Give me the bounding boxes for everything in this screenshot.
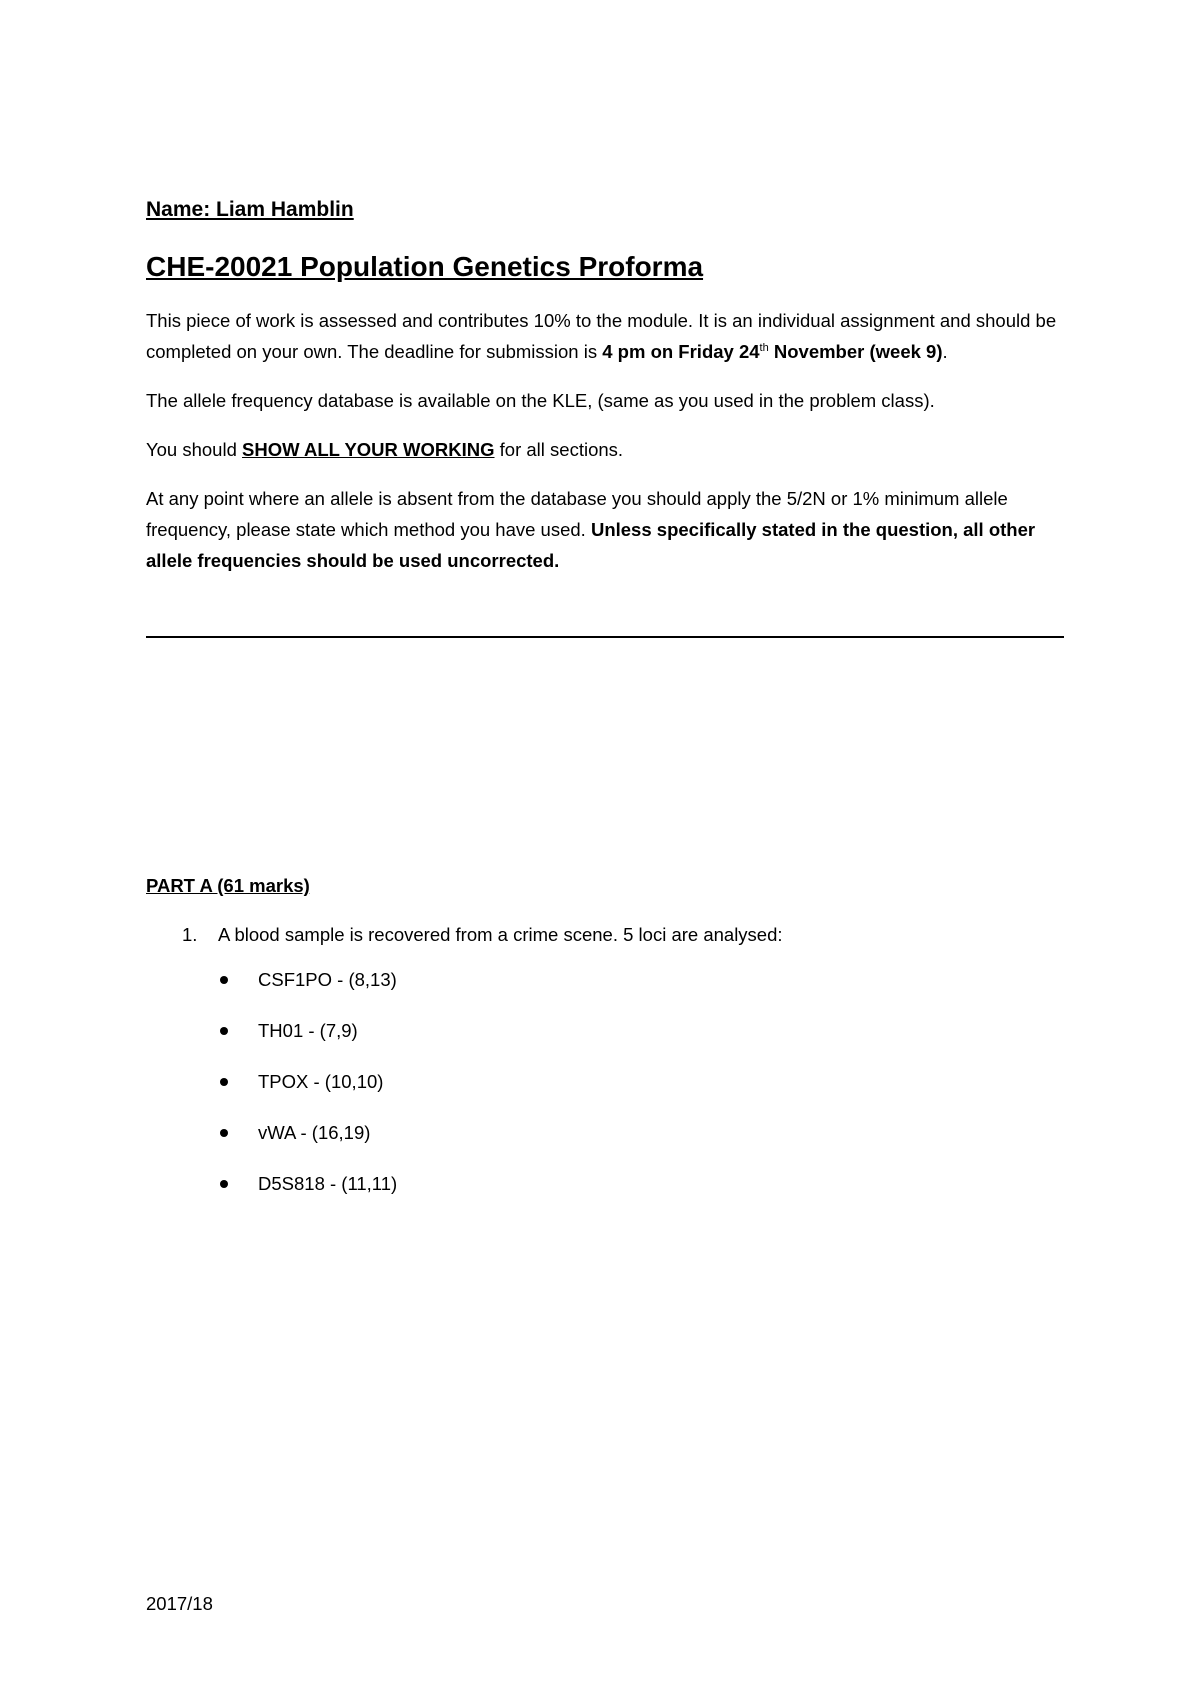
deadline-time: 4 pm on Friday 24 — [602, 341, 760, 362]
list-item — [146, 1066, 1064, 1097]
bullet-icon — [220, 1129, 228, 1137]
part-a-heading: PART A (61 marks) — [146, 875, 310, 896]
question-text: A blood sample is recovered from a crime scene. 5 loci are analysed: — [218, 924, 783, 945]
deadline-ordinal: th — [759, 341, 769, 354]
bullet-icon — [220, 1078, 228, 1086]
bullet-icon — [220, 976, 228, 984]
student-name: Name: Liam Hamblin — [146, 198, 354, 221]
intro-paragraph-database: The allele frequency database is available on the KLE, (same as you used in the problem class). — [146, 390, 935, 411]
show-working-emphasis: SHOW ALL YOUR WORKING — [242, 439, 495, 460]
page-title: CHE-20021 Population Genetics Proforma — [146, 251, 704, 282]
list-item — [146, 1015, 1064, 1046]
allele-rule-text: At any point where an allele is absent from the database you should apply the 5/2N or 1% minimum allele frequency, please state which method you have used. — [146, 488, 1008, 540]
document-content — [146, 195, 1064, 1219]
footer-year: 2017/18 — [146, 1593, 213, 1614]
list-item — [146, 1117, 1064, 1148]
question-1 — [146, 919, 1064, 950]
working-text-start: You should — [146, 439, 243, 460]
bullet-icon — [220, 1027, 228, 1035]
section-divider — [146, 636, 1064, 638]
locus-text: TPOX - (10,10) — [258, 1071, 384, 1092]
uncorrected-note: Unless specifically stated in the question, all other allele frequencies should be used uncorrected. — [146, 519, 1036, 571]
intro-paragraph-allele-rules — [146, 483, 1064, 576]
list-item — [146, 964, 1064, 995]
locus-text: TH01 - (7,9) — [258, 1020, 358, 1041]
list-item — [146, 1168, 1064, 1199]
locus-text: vWA - (16,19) — [258, 1122, 371, 1143]
intro-paragraph-working — [146, 434, 1064, 465]
bullet-icon — [220, 1180, 228, 1188]
deadline-month-week: November (week 9) — [768, 341, 943, 362]
question-number: 1. — [182, 924, 198, 945]
assessment-text: This piece of work is assessed and contributes 10% to the module. It is an individual assignment and should be completed on your own. The deadline for submission is — [146, 310, 1057, 362]
locus-text: D5S818 - (11,11) — [258, 1173, 398, 1194]
deadline-end: . — [942, 341, 948, 362]
working-text-end: for all sections. — [494, 439, 624, 460]
intro-paragraph-assessment — [146, 305, 1064, 367]
loci-list — [146, 964, 1064, 1199]
locus-text: CSF1PO - (8,13) — [258, 969, 397, 990]
